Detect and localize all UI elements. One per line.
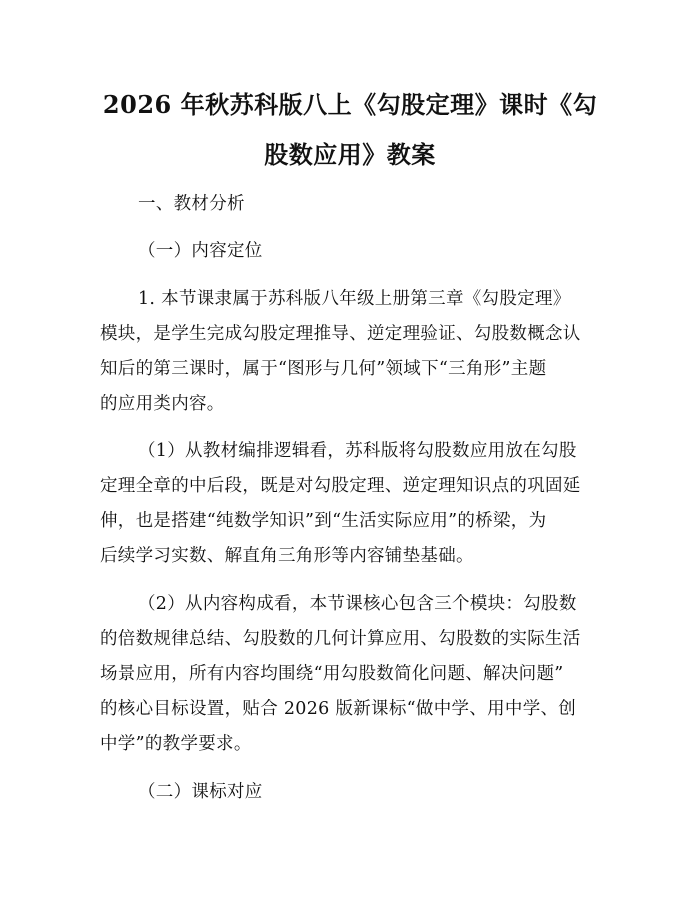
title-line-1: 2026 年秋苏科版八上《勾股定理》课时《勾	[102, 90, 598, 119]
paragraph-3-line-2: 的倍数规律总结、勾股数的几何计算应用、勾股数的实际生活	[100, 629, 581, 649]
section-heading-1: 一、教材分析	[138, 194, 245, 214]
paragraph-2-line-2: 定理全章的中后段，既是对勾股定理、逆定理知识点的巩固延	[100, 476, 581, 496]
paragraph-2-line-3: 伸，也是搭建“纯数学知识”到“生活实际应用”的桥梁，为	[100, 511, 547, 531]
document-title	[100, 80, 600, 180]
subsection-heading-content-positioning: （一）内容定位	[138, 241, 263, 261]
paragraph-3-line-5: 中学”的教学要求。	[100, 734, 252, 754]
paragraph-2-line-1: （1）从教材编排逻辑看，苏科版将勾股数应用放在勾股	[138, 441, 577, 461]
title-line-2: 股数应用》教案	[264, 140, 436, 169]
paragraph-1-line-4: 的应用类内容。	[100, 394, 225, 414]
subsection-heading-curriculum-standards: （二）课标对应	[138, 782, 263, 802]
paragraph-3-line-1: （2）从内容构成看，本节课核心包含三个模块：勾股数	[138, 594, 577, 614]
paragraph-3-line-3: 场景应用，所有内容均围绕“用勾股数简化问题、解决问题”	[100, 664, 564, 684]
paragraph-1-line-2: 模块，是学生完成勾股定理推导、逆定理验证、勾股数概念认	[100, 324, 581, 344]
paragraph-1-line-1: 1. 本节课隶属于苏科版八年级上册第三章《勾股定理》	[138, 289, 571, 309]
paragraph-1-line-3: 知后的第三课时，属于“图形与几何”领域下“三角形”主题	[100, 359, 547, 379]
paragraph-2-line-4: 后续学习实数、解直角三角形等内容铺垫基础。	[100, 546, 474, 566]
paragraph-3-line-4: 的核心目标设置，贴合 2026 版新课标“做中学、用中学、创	[100, 699, 577, 719]
